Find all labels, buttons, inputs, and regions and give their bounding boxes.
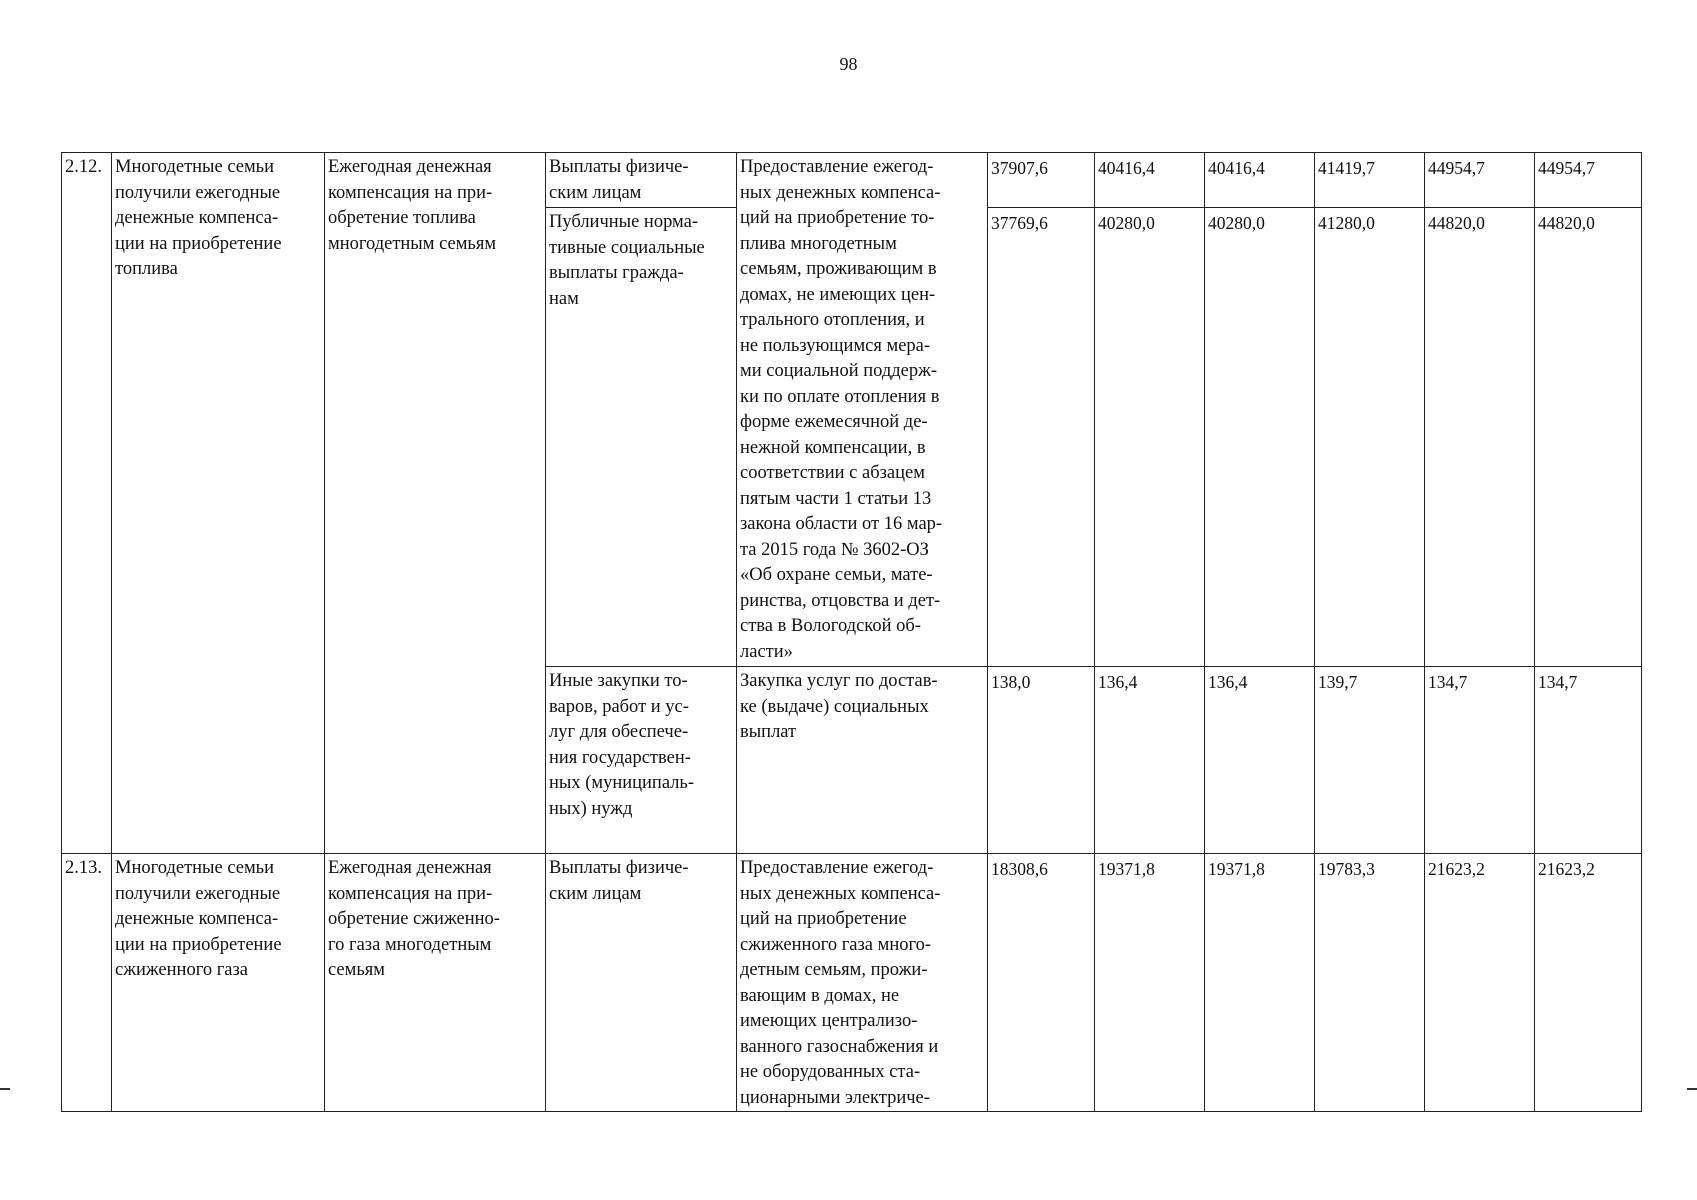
value-cell: 18308,6: [988, 854, 1095, 1112]
description-cell: [737, 854, 988, 1112]
result-text: Многодетные семьи получили ежегодные денежные компенса- ции на приобретение сжиженного газа: [115, 858, 282, 980]
result-cell: [112, 153, 325, 854]
value-cell: 139,7: [1315, 667, 1425, 854]
result-cell: [112, 854, 325, 1112]
measure-cell: [325, 854, 546, 1112]
value-cell: 40280,0: [1205, 208, 1315, 667]
value-cell: 44820,0: [1425, 208, 1535, 667]
measure-cell: [325, 153, 546, 854]
value-cell: 44954,7: [1425, 153, 1535, 208]
measure-text: Ежегодная денежная компенсация на при- обретение топлива многодетным семьям: [328, 157, 497, 254]
right-edge-mark: [1687, 1088, 1697, 1090]
measure-text: Ежегодная денежная компенсация на при- обретение сжиженно- го газа многодетным семьям: [328, 858, 500, 980]
value-cell: 21623,2: [1425, 854, 1535, 1112]
description-cell: [737, 153, 988, 667]
value-cell: 40416,4: [1205, 153, 1315, 208]
value-cell: 138,0: [988, 667, 1095, 854]
expense-type-cell: [546, 153, 737, 208]
description-text: Предоставление ежегод- ных денежных компенса- ций на приобретение сжиженного газа много- детным семьям, прожи- вающим в домах, не имеющих централизо- ванного газоснабжения и не оборудованных ста- ционарными электриче-: [740, 858, 941, 1108]
value-cell: 136,4: [1095, 667, 1205, 854]
expense-type-text: Выплаты физиче- ским лицам: [549, 157, 689, 203]
expense-type-cell: [546, 208, 737, 667]
expense-type-text: Иные закупки то- варов, работ и ус- луг для обеспече- ния государствен- ных (муниципаль- ных) нужд: [549, 671, 695, 819]
value-cell: 21623,2: [1535, 854, 1642, 1112]
value-cell: 134,7: [1425, 667, 1535, 854]
value-cell: 136,4: [1205, 667, 1315, 854]
value-cell: 37769,6: [988, 208, 1095, 667]
expense-type-text: Выплаты физиче- ским лицам: [549, 858, 689, 904]
value-cell: 44954,7: [1535, 153, 1642, 208]
value-cell: 134,7: [1535, 667, 1642, 854]
value-cell: 19371,8: [1095, 854, 1205, 1112]
row-number-cell: [62, 153, 112, 854]
value-cell: 19371,8: [1205, 854, 1315, 1112]
description-text: Предоставление ежегод- ных денежных компенса- ций на приобретение то- плива многодетным семьям, проживающим в домах, не имеющих цен- трального отопления, и не пользующимся мера- ми социальной поддерж- ки по оплате отопления в форме ежемесячной де- нежной компенсации, в соответствии с абзацем пятым части 1 статьи 13 закона области от 16 мар- та 2015 года № 3602-ОЗ «Об охране семьи, мате- ринства, отцовства и дет- ства в Вологодской об- ласти»: [740, 157, 943, 662]
value-cell: 44820,0: [1535, 208, 1642, 667]
expense-type-cell: [546, 854, 737, 1112]
value-cell: 40416,4: [1095, 153, 1205, 208]
value-cell: 40280,0: [1095, 208, 1205, 667]
value-cell: 37907,6: [988, 153, 1095, 208]
row-number-cell: [62, 854, 112, 1112]
page-number: 98: [839, 54, 858, 74]
left-edge-mark: [0, 1088, 10, 1090]
result-text: Многодетные семьи получили ежегодные денежные компенса- ции на приобретение топлива: [115, 157, 282, 279]
row-number: 2.12.: [65, 157, 102, 177]
value-cell: 41280,0: [1315, 208, 1425, 667]
expense-type-cell: [546, 667, 737, 854]
table-row: [62, 854, 1642, 1112]
table-row: [62, 153, 1642, 208]
description-cell: [737, 667, 988, 854]
program-measures-table: [61, 152, 1642, 1112]
value-cell: 41419,7: [1315, 153, 1425, 208]
description-text: Закупка услуг по достав- ке (выдаче) социальных выплат: [740, 671, 938, 742]
value-cell: 19783,3: [1315, 854, 1425, 1112]
row-number: 2.13.: [65, 858, 102, 878]
expense-type-text: Публичные норма- тивные социальные выплаты гражда- нам: [549, 212, 705, 309]
